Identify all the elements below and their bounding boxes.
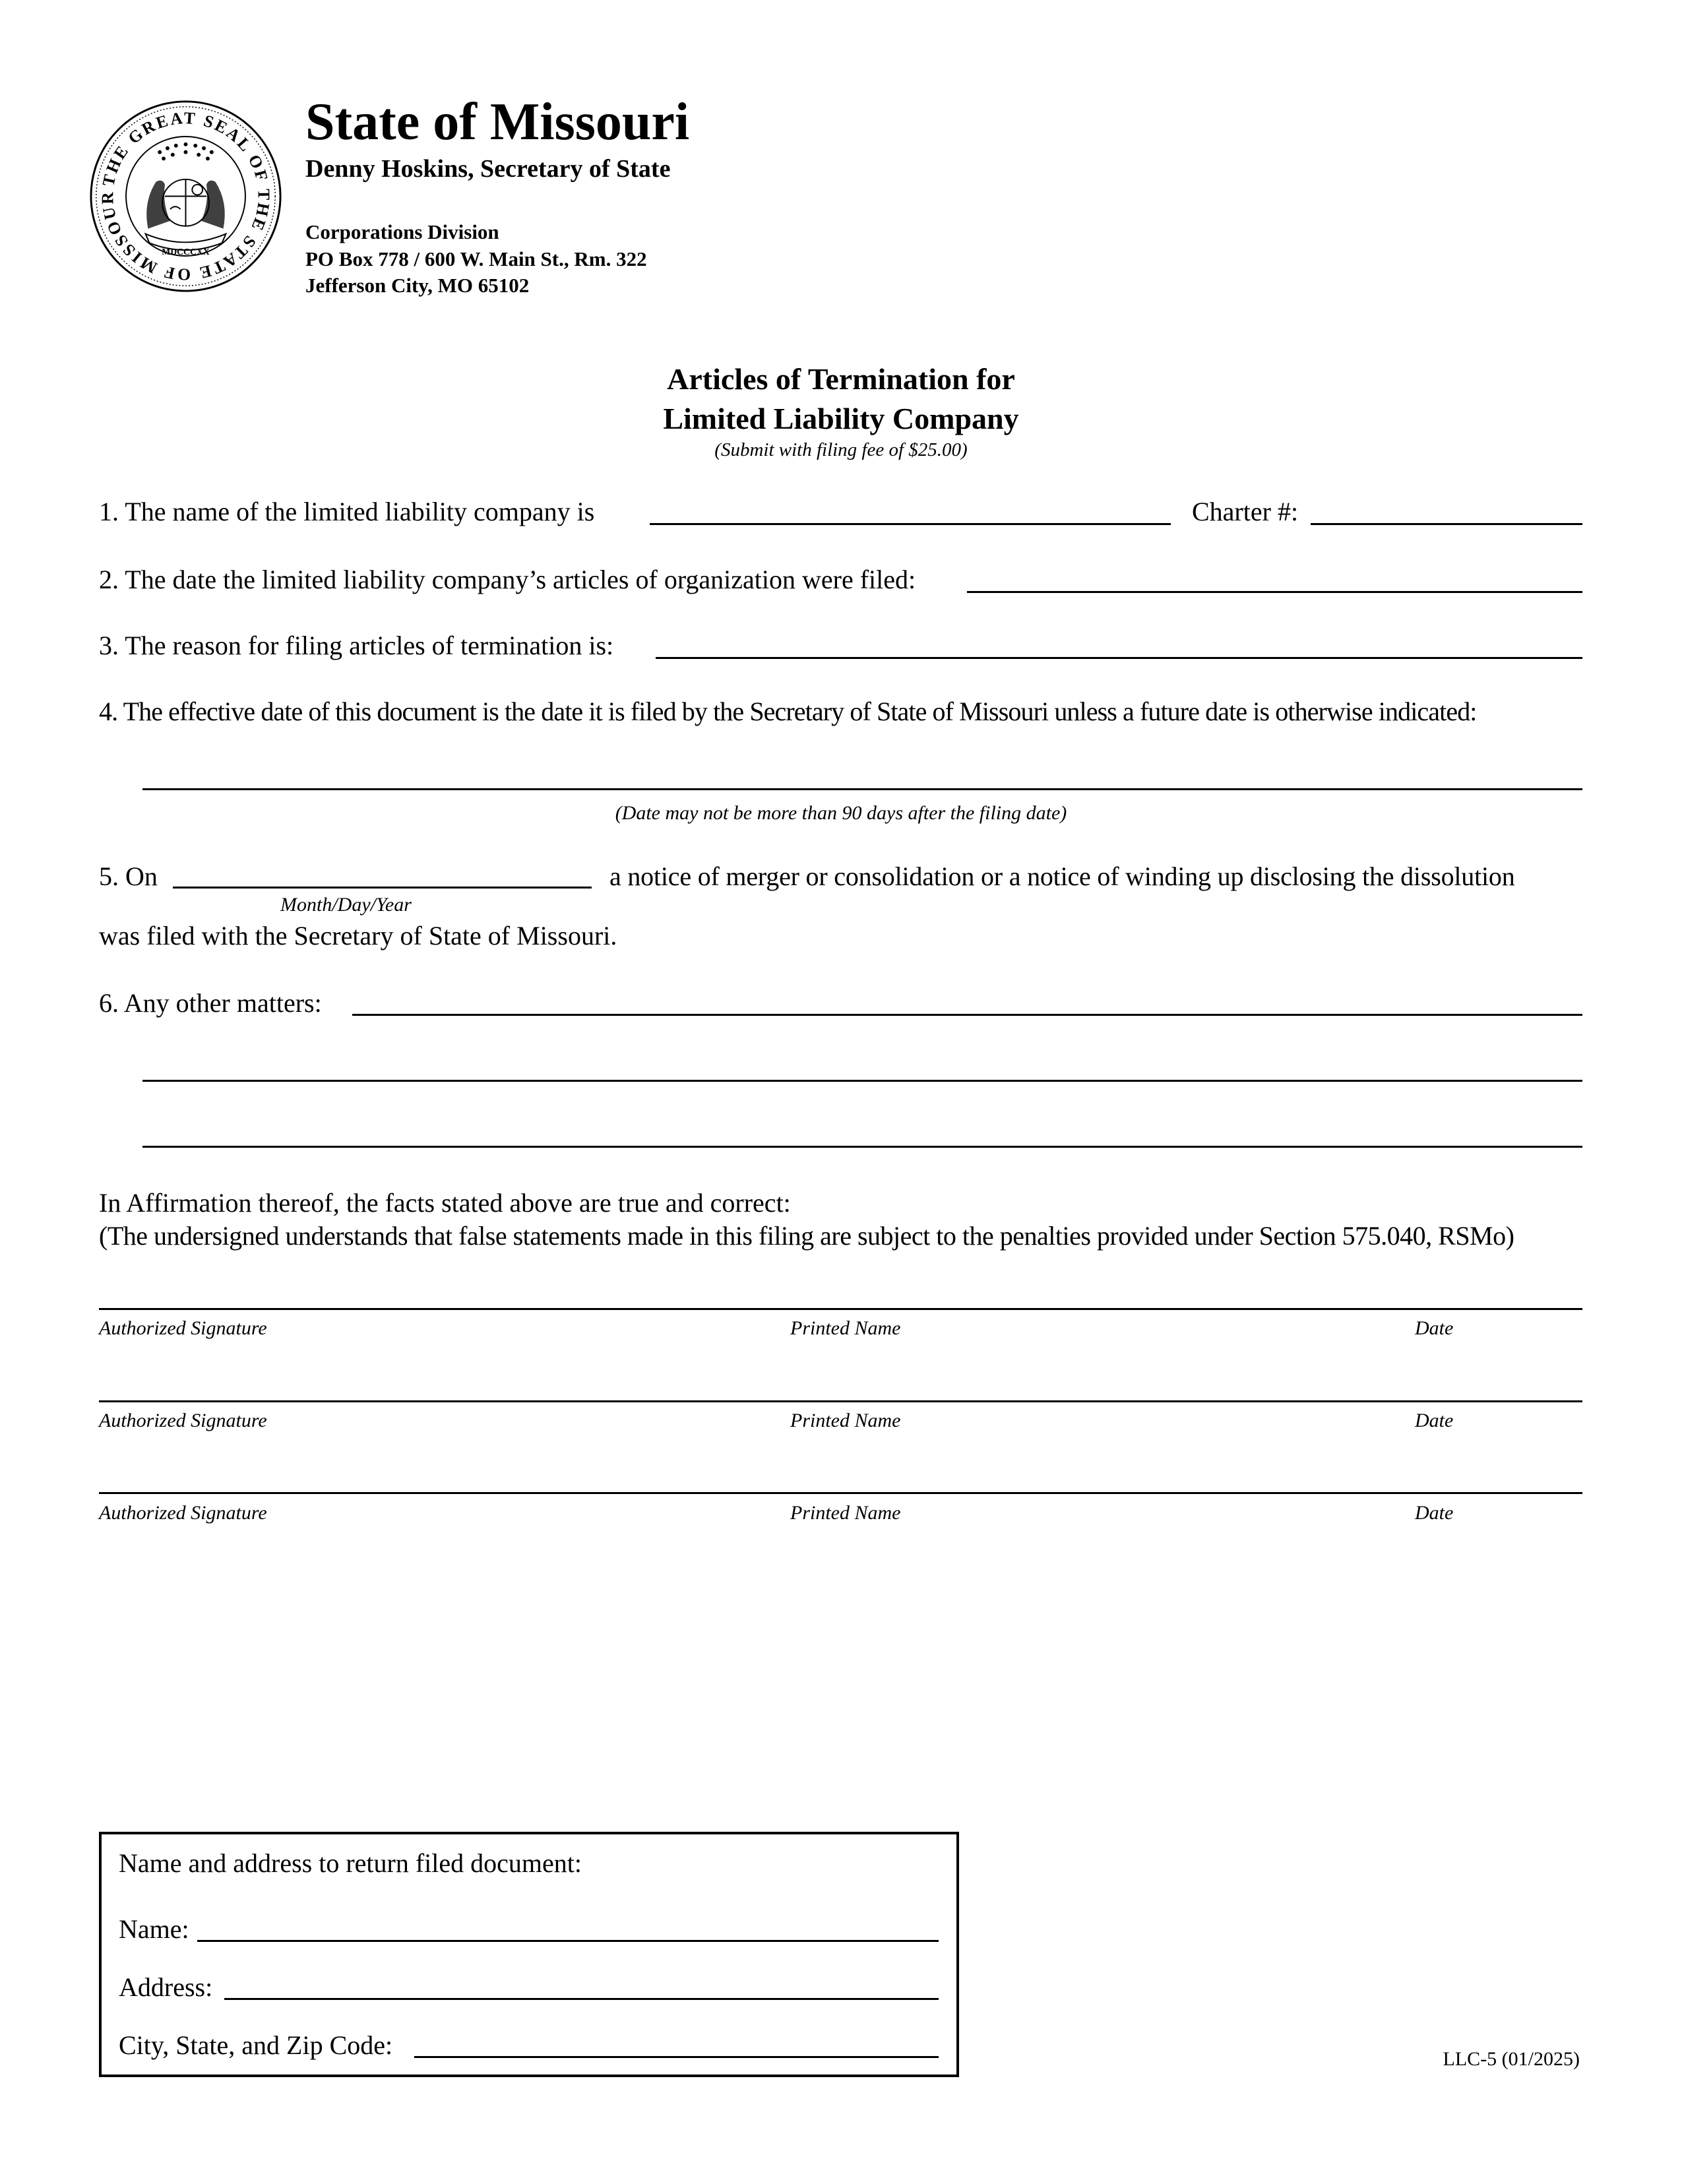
articles-filed-date-field[interactable] — [967, 591, 1582, 593]
signature-line-2[interactable] — [99, 1400, 1582, 1402]
other-matters-field-line-2[interactable] — [142, 1080, 1582, 1082]
item-2-label: 2. The date the limited liability company’s articles of organization were filed: — [99, 565, 916, 594]
month-day-year-caption: Month/Day/Year — [280, 894, 412, 916]
signature-line-1[interactable] — [99, 1308, 1582, 1310]
form-code: LLC-5 (01/2025) — [1443, 2048, 1580, 2070]
effective-date-note: (Date may not be more than 90 days after the filing date) — [615, 802, 1067, 824]
item-5-continuation: was filed with the Secretary of State of Missouri. — [99, 921, 617, 951]
form-title-line-2: Limited Liability Company — [663, 402, 1019, 435]
charter-number-field[interactable] — [1311, 523, 1582, 525]
svg-text:MDCCCXX: MDCCCXX — [162, 247, 210, 257]
svg-text:THE GREAT SEAL OF THE STATE OF: THE GREAT SEAL OF THE STATE OF MISSOUR — [98, 108, 274, 284]
address-line-1: PO Box 778 / 600 W. Main St., Rm. 322 — [305, 247, 647, 270]
authorized-signature-label: Authorized Signature — [99, 1317, 267, 1339]
termination-reason-field[interactable] — [656, 657, 1582, 659]
printed-name-label: Printed Name — [790, 1410, 901, 1431]
item-5-text: a notice of merger or consolidation or a notice of winding up disclosing the dissolution — [609, 861, 1515, 891]
signature-line-3[interactable] — [99, 1492, 1582, 1494]
division-name: Corporations Division — [305, 220, 499, 243]
printed-name-label: Printed Name — [790, 1317, 901, 1339]
item-1-label: 1. The name of the limited liability company is — [99, 497, 595, 526]
date-label: Date — [1415, 1502, 1454, 1524]
return-address-field[interactable] — [224, 1998, 939, 2000]
other-matters-field-line-1[interactable] — [352, 1014, 1582, 1016]
notice-date-field[interactable] — [173, 887, 592, 889]
state-title: State of Missouri — [305, 93, 690, 151]
date-label: Date — [1415, 1317, 1454, 1339]
authorized-signature-label: Authorized Signature — [99, 1410, 267, 1431]
printed-name-label: Printed Name — [790, 1502, 901, 1524]
other-matters-field-line-3[interactable] — [142, 1146, 1582, 1148]
affirmation-statement: In Affirmation thereof, the facts stated above are true and correct: — [99, 1188, 791, 1218]
missouri-state-seal-icon — [88, 99, 283, 294]
charter-number-label: Charter #: — [1192, 497, 1299, 526]
fee-note: (Submit with filing fee of $25.00) — [714, 439, 968, 460]
return-city-state-zip-label: City, State, and Zip Code: — [119, 2030, 393, 2060]
date-label: Date — [1415, 1410, 1454, 1431]
return-address-box — [99, 1832, 959, 2077]
return-box-heading: Name and address to return filed document: — [119, 1848, 582, 1878]
address-line-2: Jefferson City, MO 65102 — [305, 274, 530, 297]
return-name-label: Name: — [119, 1914, 189, 1944]
return-city-state-zip-field[interactable] — [414, 2056, 939, 2058]
item-3-label: 3. The reason for filing articles of termination is: — [99, 631, 614, 660]
state-seal — [88, 99, 283, 294]
secretary-name: Denny Hoskins, Secretary of State — [305, 155, 671, 183]
form-title-line-1: Articles of Termination for — [667, 362, 1015, 396]
return-address-label: Address: — [119, 1972, 213, 2002]
return-name-field[interactable] — [197, 1940, 939, 1942]
llc-name-field[interactable] — [650, 523, 1171, 525]
item-4-label: 4. The effective date of this document is the date it is filed by the Secretary of State of Missouri unless a future date is otherwise indicated: — [99, 697, 1477, 726]
authorized-signature-label: Authorized Signature — [99, 1502, 267, 1524]
item-5-prefix: 5. On — [99, 861, 158, 891]
effective-date-field[interactable] — [142, 788, 1582, 790]
item-6-label: 6. Any other matters: — [99, 988, 322, 1018]
penalty-statement: (The undersigned understands that false statements made in this filing are subject to the penalties provided under Section 575.040, RSMo) — [99, 1221, 1514, 1251]
